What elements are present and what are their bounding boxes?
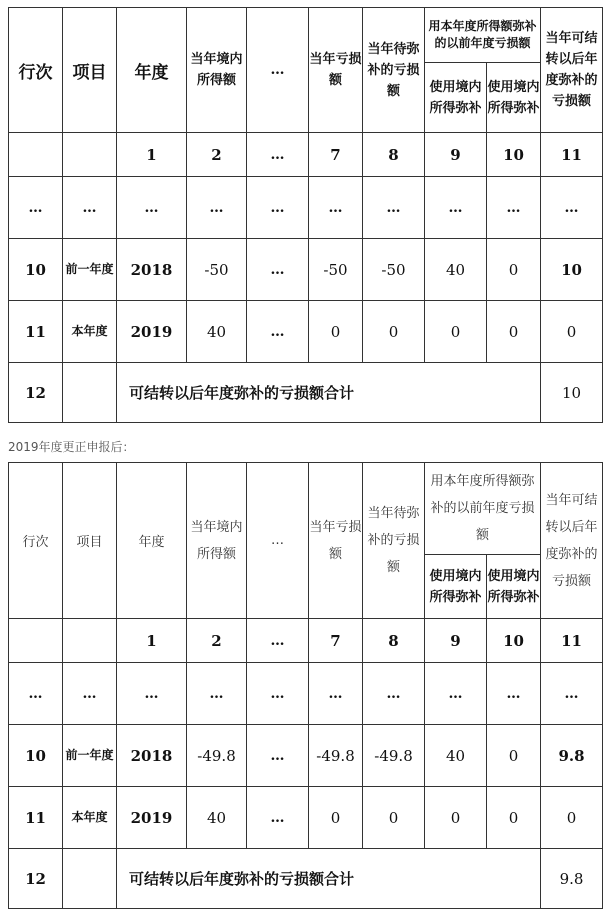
column-number-cell bbox=[63, 619, 117, 663]
column-number-cell bbox=[63, 133, 117, 177]
carry-forward-cell: 9.8 bbox=[541, 725, 603, 787]
table-row bbox=[9, 239, 603, 301]
dots-cell: … bbox=[363, 177, 425, 239]
ellipsis-cell: … bbox=[247, 239, 309, 301]
header-domestic-income: 当年境内所得额 bbox=[187, 463, 247, 619]
current-loss-cell: 0 bbox=[309, 787, 363, 849]
column-number-cell: … bbox=[247, 133, 309, 177]
current-loss-cell: -50 bbox=[309, 239, 363, 301]
dots-cell: … bbox=[363, 663, 425, 725]
ellipsis-cell: … bbox=[247, 787, 309, 849]
header-year: 年度 bbox=[117, 8, 187, 133]
header-carry-forward: 当年可结转以后年度弥补的亏损额 bbox=[541, 8, 603, 133]
table-row-total bbox=[9, 363, 603, 423]
year-cell: 2019 bbox=[117, 301, 187, 363]
header-ellipsis: … bbox=[247, 463, 309, 619]
column-number-cell: 2 bbox=[187, 133, 247, 177]
header-group-offset: 用本年度所得额弥补的以前年度亏损额 bbox=[425, 8, 541, 63]
total-label: 可结转以后年度弥补的亏损额合计 bbox=[117, 849, 541, 909]
pending-loss-cell: -50 bbox=[363, 239, 425, 301]
header-pending-loss: 当年待弥补的亏损额 bbox=[363, 463, 425, 619]
header-row-no: 行次 bbox=[9, 8, 63, 133]
dots-cell: … bbox=[117, 663, 187, 725]
table-row bbox=[9, 301, 603, 363]
row-no-cell: 12 bbox=[9, 363, 63, 423]
empty-cell bbox=[63, 363, 117, 423]
ellipsis-cell: … bbox=[247, 301, 309, 363]
col9-cell: 0 bbox=[425, 787, 487, 849]
table-row bbox=[9, 725, 603, 787]
dots-cell: … bbox=[425, 177, 487, 239]
header-item: 项目 bbox=[63, 8, 117, 133]
column-number-cell: 11 bbox=[541, 133, 603, 177]
col10-cell: 0 bbox=[487, 239, 541, 301]
row-no-cell: 10 bbox=[9, 239, 63, 301]
loss-table-after bbox=[8, 462, 603, 909]
dots-cell: … bbox=[63, 663, 117, 725]
current-loss-cell: -49.8 bbox=[309, 725, 363, 787]
header-use-domestic-a: 使用境内所得弥补 bbox=[425, 63, 487, 133]
dots-cell: … bbox=[541, 663, 603, 725]
row-no-cell: 12 bbox=[9, 849, 63, 909]
current-loss-cell: 0 bbox=[309, 301, 363, 363]
row-no-cell: 10 bbox=[9, 725, 63, 787]
pending-loss-cell: -49.8 bbox=[363, 725, 425, 787]
dots-cell: … bbox=[9, 663, 63, 725]
dots-cell: … bbox=[487, 663, 541, 725]
carry-forward-cell: 0 bbox=[541, 787, 603, 849]
caption-after-correction: 2019年度更正申报后： bbox=[8, 440, 135, 454]
col10-cell: 0 bbox=[487, 301, 541, 363]
dots-cell: … bbox=[309, 663, 363, 725]
item-cell: 前一年度 bbox=[63, 239, 117, 301]
item-cell: 本年度 bbox=[63, 301, 117, 363]
col9-cell: 0 bbox=[425, 301, 487, 363]
header-use-domestic-a: 使用境内所得弥补 bbox=[425, 555, 487, 619]
column-number-cell: 7 bbox=[309, 619, 363, 663]
table-row bbox=[9, 787, 603, 849]
col9-cell: 40 bbox=[425, 725, 487, 787]
column-number-cell: 1 bbox=[117, 619, 187, 663]
dots-cell: … bbox=[117, 177, 187, 239]
carry-forward-cell: 0 bbox=[541, 301, 603, 363]
table-row-dots bbox=[9, 663, 603, 725]
header-current-loss: 当年亏损额 bbox=[309, 463, 363, 619]
header-item: 项目 bbox=[63, 463, 117, 619]
dots-cell: … bbox=[487, 177, 541, 239]
dots-cell: … bbox=[247, 177, 309, 239]
dots-cell: … bbox=[541, 177, 603, 239]
col9-cell: 40 bbox=[425, 239, 487, 301]
column-number-cell bbox=[9, 619, 63, 663]
column-number-cell: 8 bbox=[363, 619, 425, 663]
column-number-cell: 9 bbox=[425, 133, 487, 177]
column-number-cell: 11 bbox=[541, 619, 603, 663]
header-pending-loss: 当年待弥补的亏损额 bbox=[363, 8, 425, 133]
header-carry-forward: 当年可结转以后年度弥补的亏损额 bbox=[541, 463, 603, 619]
column-number-cell: … bbox=[247, 619, 309, 663]
year-cell: 2018 bbox=[117, 725, 187, 787]
table-row-dots bbox=[9, 177, 603, 239]
column-number-cell: 9 bbox=[425, 619, 487, 663]
header-current-loss: 当年亏损额 bbox=[309, 8, 363, 133]
domestic-income-cell: 40 bbox=[187, 301, 247, 363]
column-number-cell: 10 bbox=[487, 619, 541, 663]
row-no-cell: 11 bbox=[9, 787, 63, 849]
column-number-cell: 2 bbox=[187, 619, 247, 663]
ellipsis-cell: … bbox=[247, 725, 309, 787]
domestic-income-cell: -50 bbox=[187, 239, 247, 301]
total-label: 可结转以后年度弥补的亏损额合计 bbox=[117, 363, 541, 423]
column-number-cell: 7 bbox=[309, 133, 363, 177]
item-cell: 前一年度 bbox=[63, 725, 117, 787]
total-value: 10 bbox=[541, 363, 603, 423]
domestic-income-cell: 40 bbox=[187, 787, 247, 849]
dots-cell: … bbox=[247, 663, 309, 725]
empty-cell bbox=[63, 849, 117, 909]
header-use-domestic-b: 使用境内所得弥补 bbox=[487, 555, 541, 619]
dots-cell: … bbox=[425, 663, 487, 725]
header-ellipsis: … bbox=[247, 8, 309, 133]
header-domestic-income: 当年境内所得额 bbox=[187, 8, 247, 133]
column-number-cell: 8 bbox=[363, 133, 425, 177]
header-group-offset: 用本年度所得额弥补的以前年度亏损额 bbox=[425, 463, 541, 555]
column-number-cell: 1 bbox=[117, 133, 187, 177]
year-cell: 2018 bbox=[117, 239, 187, 301]
col10-cell: 0 bbox=[487, 787, 541, 849]
dots-cell: … bbox=[63, 177, 117, 239]
dots-cell: … bbox=[9, 177, 63, 239]
year-cell: 2019 bbox=[117, 787, 187, 849]
total-value: 9.8 bbox=[541, 849, 603, 909]
column-number-cell: 10 bbox=[487, 133, 541, 177]
header-year: 年度 bbox=[117, 463, 187, 619]
column-number-cell bbox=[9, 133, 63, 177]
loss-table-before bbox=[8, 7, 603, 423]
table-row-total bbox=[9, 849, 603, 909]
col10-cell: 0 bbox=[487, 725, 541, 787]
dots-cell: … bbox=[309, 177, 363, 239]
domestic-income-cell: -49.8 bbox=[187, 725, 247, 787]
pending-loss-cell: 0 bbox=[363, 787, 425, 849]
header-row-no: 行次 bbox=[9, 463, 63, 619]
pending-loss-cell: 0 bbox=[363, 301, 425, 363]
dots-cell: … bbox=[187, 663, 247, 725]
dots-cell: … bbox=[187, 177, 247, 239]
row-no-cell: 11 bbox=[9, 301, 63, 363]
carry-forward-cell: 10 bbox=[541, 239, 603, 301]
header-use-domestic-b: 使用境内所得弥补 bbox=[487, 63, 541, 133]
item-cell: 本年度 bbox=[63, 787, 117, 849]
